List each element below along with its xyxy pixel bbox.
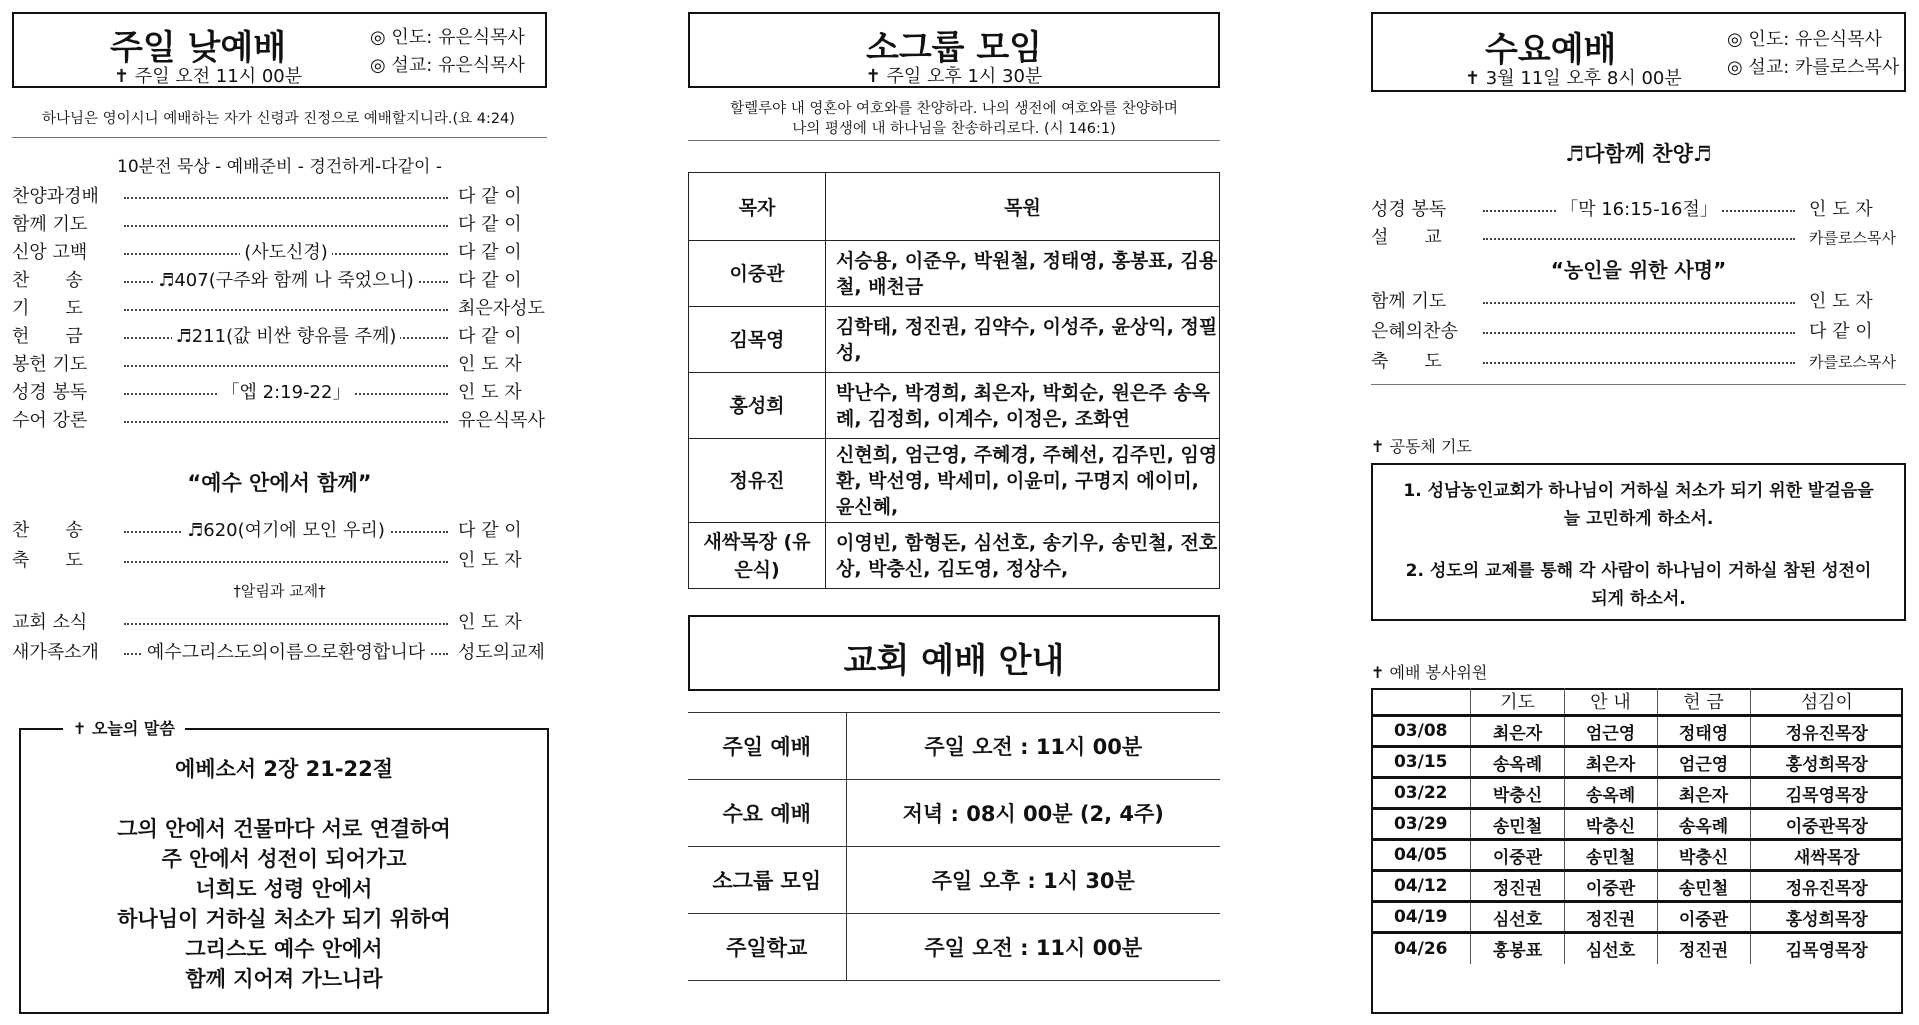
duty-person: 정태영: [1657, 716, 1750, 747]
smallgroup-title: 소그룹 모임: [865, 28, 1043, 68]
sunday-time: ✝ 주일 오전 11시 00분: [114, 66, 303, 87]
group-members: 신현희, 엄근영, 주혜경, 주혜선, 김주민, 임영환, 박선영, 박세미, 이윤미, 구명지 에이미, 윤신혜,: [826, 439, 1220, 523]
duty-person: 이중관: [1471, 840, 1564, 871]
duty-person: 정진권: [1471, 871, 1564, 902]
order-row: [12, 238, 555, 266]
order-detail: [124, 516, 448, 542]
service-row: [688, 914, 1220, 981]
order-performer: 다 같 이: [458, 242, 522, 263]
wednesday-title: 수요예배: [1485, 30, 1617, 70]
order-row: [1371, 223, 1914, 251]
order-label: 찬 송: [12, 520, 83, 541]
order-performer: 인 도 자: [458, 354, 522, 375]
smallgroup-row: [689, 439, 1220, 523]
duty-person: 송민철: [1657, 871, 1750, 902]
order-performer: 인 도 자: [458, 550, 522, 571]
order-row: [12, 182, 555, 210]
duty-person: 송민철: [1564, 840, 1657, 871]
duty-head: ✝ 예배 봉사위원: [1371, 663, 1488, 682]
order-performer: 다 같 이: [1809, 321, 1873, 342]
group-leader: 이중관: [689, 241, 826, 307]
order-row: [1371, 317, 1914, 345]
group-leader: 홍성희: [689, 373, 826, 439]
order-row: [12, 608, 555, 636]
wednesday-column: [1371, 0, 1907, 1025]
duty-person: 최은자: [1471, 716, 1564, 747]
divider: [1371, 384, 1906, 385]
duty-person: 엄근영: [1564, 716, 1657, 747]
service-name: 소그룹 모임: [688, 847, 846, 914]
smallgroup-time: ✝ 주일 오후 1시 30분: [865, 66, 1043, 87]
order-row: [1371, 347, 1914, 375]
order-performer: 다 같 이: [458, 214, 522, 235]
order-label: 축 도: [12, 550, 83, 571]
duty-person: 정진권: [1564, 902, 1657, 933]
todays-word-ref: 에베소서 2장 21-22절: [174, 757, 394, 781]
todays-word-line: 그리스도 예수 안에서: [185, 937, 383, 961]
duty-col-header: 기도: [1471, 688, 1564, 716]
guide-title: 교회 예배 안내: [843, 641, 1065, 681]
group-leader: 정유진: [689, 439, 826, 523]
order-row: [12, 266, 555, 294]
order-label: 성경 봉독: [1371, 199, 1447, 220]
col-leader-header: 목자: [689, 173, 826, 241]
group-members: 박난수, 박경희, 최은자, 박회순, 원은주 송옥례, 김정희, 이계수, 이정은, 조화연: [826, 373, 1220, 439]
duty-person: 송옥례: [1564, 778, 1657, 809]
prayer-head: ✝ 공동체 기도: [1371, 437, 1472, 456]
order-detail-text: ♬211(값 비싼 향유를 주께): [172, 322, 401, 348]
duty-date: 04/19: [1371, 902, 1471, 933]
duty-person: 심선호: [1564, 933, 1657, 964]
order-performer: 인 도 자: [1809, 291, 1873, 312]
todays-word-line: 너희도 성령 안에서: [195, 877, 373, 901]
wednesday-preacher: ◎ 설교: 카를로스목사: [1727, 57, 1900, 78]
dotted-leader: [124, 623, 448, 625]
duty-person: 최은자: [1564, 747, 1657, 778]
duty-col-header: 섬김이: [1750, 688, 1903, 716]
order-detail-text: ♬620(여기에 모인 우리): [183, 516, 389, 542]
group-members: 서승용, 이준우, 박원철, 정태영, 홍봉표, 김용철, 배천금: [826, 241, 1220, 307]
order-detail: [1483, 195, 1795, 221]
duty-date: 03/22: [1371, 778, 1471, 809]
order-performer: 다 같 이: [458, 520, 522, 541]
order-row: [12, 378, 555, 406]
duty-person: 정진권: [1657, 933, 1750, 964]
duty-person: 이중관: [1564, 871, 1657, 902]
service-name: 주일학교: [688, 914, 846, 981]
duty-row: [1371, 778, 1903, 809]
order-row: [1371, 195, 1914, 223]
duty-person: 박충신: [1471, 778, 1564, 809]
order-performer: 다 같 이: [458, 186, 522, 207]
duty-person: 정유진목장: [1750, 716, 1903, 747]
order-label: 설 교: [1371, 227, 1442, 248]
duty-person: 송옥례: [1471, 747, 1564, 778]
service-name: 수요 예배: [688, 780, 846, 847]
dotted-leader: [1483, 302, 1795, 304]
order-row: [12, 322, 555, 350]
duty-row: [1371, 933, 1903, 964]
order-performer: 카를로스목사: [1809, 353, 1896, 371]
duty-row: [1371, 809, 1903, 840]
order-label: 신앙 고백: [12, 242, 88, 263]
service-row: [688, 780, 1220, 847]
sunday-title-box: [12, 12, 547, 88]
duty-person: 홍성희목장: [1750, 747, 1903, 778]
duty-person: 정유진목장: [1750, 871, 1903, 902]
duty-person: 이중관목장: [1750, 809, 1903, 840]
order-row: [12, 294, 555, 322]
duty-date: 03/15: [1371, 747, 1471, 778]
duty-person: 홍성희목장: [1750, 902, 1903, 933]
duty-person: 박충신: [1564, 809, 1657, 840]
duty-date: 04/05: [1371, 840, 1471, 871]
order-detail: [124, 238, 448, 264]
wednesday-praise: ♬다함께 찬양♬: [1565, 142, 1712, 166]
order-row: [12, 210, 555, 238]
group-members: 이영빈, 함형돈, 심선호, 송기우, 송민철, 전호상, 박충신, 김도영, 정상수,: [826, 523, 1220, 589]
duty-person: 심선호: [1471, 902, 1564, 933]
order-detail-text: (사도신경): [240, 238, 332, 264]
order-row: [1371, 287, 1914, 315]
duty-col-header: [1371, 688, 1471, 716]
service-time: 저녁 : 08시 00분 (2, 4주): [846, 780, 1220, 847]
smallgroup-row: [689, 373, 1220, 439]
service-guide-table: [688, 712, 1220, 981]
order-label: 헌 금: [12, 326, 83, 347]
duty-table: [1371, 688, 1903, 964]
order-detail: [124, 638, 448, 664]
service-name: 주일 예배: [688, 713, 846, 780]
sunday-notice-head: †알림과 교제†: [233, 582, 326, 600]
duty-row: [1371, 840, 1903, 871]
order-performer: 인 도 자: [458, 382, 522, 403]
smallgroup-row: [689, 523, 1220, 589]
order-detail: [124, 322, 448, 348]
order-label: 교회 소식: [12, 612, 88, 633]
group-leader: 김목영: [689, 307, 826, 373]
sunday-service-column: [12, 0, 555, 1025]
order-detail-text: 「막 16:15-16절」: [1556, 195, 1722, 221]
duty-col-header: 안 내: [1564, 688, 1657, 716]
order-row: [12, 350, 555, 378]
dotted-leader: [1483, 362, 1795, 364]
order-detail-text: 「엡 2:19-22」: [218, 378, 355, 404]
order-performer: 다 같 이: [458, 270, 522, 291]
sunday-verse: 하나님은 영이시니 예배하는 자가 신령과 진정으로 예배할지니라.(요 4:24): [42, 111, 515, 127]
duty-person: 송옥례: [1657, 809, 1750, 840]
order-performer: 최은자성도: [458, 298, 545, 319]
order-performer: 인 도 자: [1809, 199, 1873, 220]
dotted-leader: [124, 197, 448, 199]
order-row: [12, 406, 555, 434]
duty-person: 이중관: [1657, 902, 1750, 933]
duty-row: [1371, 747, 1903, 778]
duty-person: 송민철: [1471, 809, 1564, 840]
smallgroup-verse-2: 나의 평생에 내 하나님을 찬송하리로다. (시 146:1): [792, 121, 1116, 137]
sunday-title: 주일 낮예배: [110, 28, 287, 68]
todays-word-box: [19, 719, 549, 1014]
duty-date: 03/29: [1371, 809, 1471, 840]
divider: [12, 137, 547, 138]
order-row: [12, 638, 555, 666]
duty-row: [1371, 902, 1903, 933]
wednesday-time: ✝ 3월 11일 오후 8시 00분: [1465, 68, 1682, 89]
dotted-leader: [124, 421, 448, 423]
order-label: 기 도: [12, 298, 83, 319]
duty-row: [1371, 871, 1903, 902]
duty-row: [1371, 716, 1903, 747]
sunday-leader: ◎ 인도: 유은식목사: [370, 27, 525, 48]
order-label: 성경 봉독: [12, 382, 88, 403]
todays-word-line: 하나님이 거하실 처소가 되기 위하여: [117, 907, 451, 931]
prayer-item-2: 2. 성도의 교제를 통해 각 사람이 하나님이 거하실 참된 성전이 되게 하소서.: [1405, 561, 1872, 609]
order-performer: 카를로스목사: [1809, 229, 1896, 247]
dotted-leader: [124, 561, 448, 563]
guide-title-box: [688, 615, 1220, 691]
duty-person: 최은자: [1657, 778, 1750, 809]
wednesday-leader: ◎ 인도: 유은식목사: [1727, 29, 1882, 50]
order-label: 찬양과경배: [12, 186, 99, 207]
order-performer: 성도의교제: [458, 642, 545, 663]
smallgroup-column: [688, 0, 1230, 1025]
service-time: 주일 오전 : 11시 00분: [846, 713, 1220, 780]
order-label: 축 도: [1371, 351, 1442, 372]
order-row: [12, 546, 555, 574]
order-performer: 인 도 자: [458, 612, 522, 633]
prayer-item-1: 1. 성남농인교회가 하나님이 거하실 처소가 되기 위한 발걸음을 늘 고민하게 하소서.: [1403, 481, 1874, 529]
order-detail: [124, 266, 448, 292]
dotted-leader: [124, 225, 448, 227]
smallgroup-row: [689, 241, 1220, 307]
sunday-preacher: ◎ 설교: 유은식목사: [370, 55, 525, 76]
smallgroup-title-box: [688, 12, 1220, 88]
divider: [688, 140, 1220, 141]
duty-person: 새싹목장: [1750, 840, 1903, 871]
duty-person: 홍봉표: [1471, 933, 1564, 964]
smallgroup-table: [688, 172, 1220, 589]
prayer-box: [1371, 463, 1906, 621]
duty-date: 04/26: [1371, 933, 1471, 964]
service-row: [688, 713, 1220, 780]
todays-word-line: 주 안에서 성전이 되어가고: [161, 847, 407, 871]
todays-word-line: 함께 지어져 가느니라: [185, 967, 383, 991]
order-label: 새가족소개: [12, 642, 99, 663]
sunday-sermon-title: “예수 안에서 함께”: [187, 471, 372, 495]
order-detail-text: 예수그리스도의이름으로환영합니다: [143, 638, 429, 664]
order-performer: 다 같 이: [458, 326, 522, 347]
smallgroup-row: [689, 307, 1220, 373]
service-row: [688, 847, 1220, 914]
dotted-leader: [124, 309, 448, 311]
order-detail: [124, 378, 448, 404]
smallgroup-verse-1: 할렐루야 내 영혼아 여호와를 찬양하라. 나의 생전에 여호와를 찬양하며: [730, 101, 1178, 117]
order-performer: 유은식목사: [458, 410, 545, 431]
order-label: 함께 기도: [1371, 291, 1447, 312]
order-label: 찬 송: [12, 270, 83, 291]
todays-word-head: ✝ 오늘의 말씀: [63, 716, 185, 739]
todays-word-line: 그의 안에서 건물마다 서로 연결하여: [117, 817, 451, 841]
wednesday-sermon-title: “농인을 위한 사명”: [1550, 258, 1727, 282]
duty-person: 김목영목장: [1750, 933, 1903, 964]
order-label: 봉헌 기도: [12, 354, 88, 375]
dotted-leader: [1483, 238, 1795, 240]
service-time: 주일 오전 : 11시 00분: [846, 914, 1220, 981]
order-label: 함께 기도: [12, 214, 88, 235]
dotted-leader: [124, 365, 448, 367]
duty-person: 김목영목장: [1750, 778, 1903, 809]
order-label: 은혜의찬송: [1371, 321, 1458, 342]
group-leader: 새싹목장 (유은식): [689, 523, 826, 589]
duty-person: 엄근영: [1657, 747, 1750, 778]
order-row: [12, 516, 555, 544]
duty-col-header: 헌 금: [1657, 688, 1750, 716]
duty-person: 박충신: [1657, 840, 1750, 871]
col-members-header: 목원: [826, 173, 1220, 241]
order-label: 수어 강론: [12, 410, 88, 431]
service-time: 주일 오후 : 1시 30분: [846, 847, 1220, 914]
group-members: 김학태, 정진권, 김약수, 이성주, 윤상익, 정필성,: [826, 307, 1220, 373]
sunday-prelude: 10분전 묵상 - 예배준비 - 경건하게-다같이 -: [117, 157, 442, 177]
duty-date: 03/08: [1371, 716, 1471, 747]
order-detail-text: ♬407(구주와 함께 나 죽었으니): [154, 266, 418, 292]
duty-date: 04/12: [1371, 871, 1471, 902]
wednesday-title-box: [1371, 12, 1906, 92]
dotted-leader: [1483, 332, 1795, 334]
